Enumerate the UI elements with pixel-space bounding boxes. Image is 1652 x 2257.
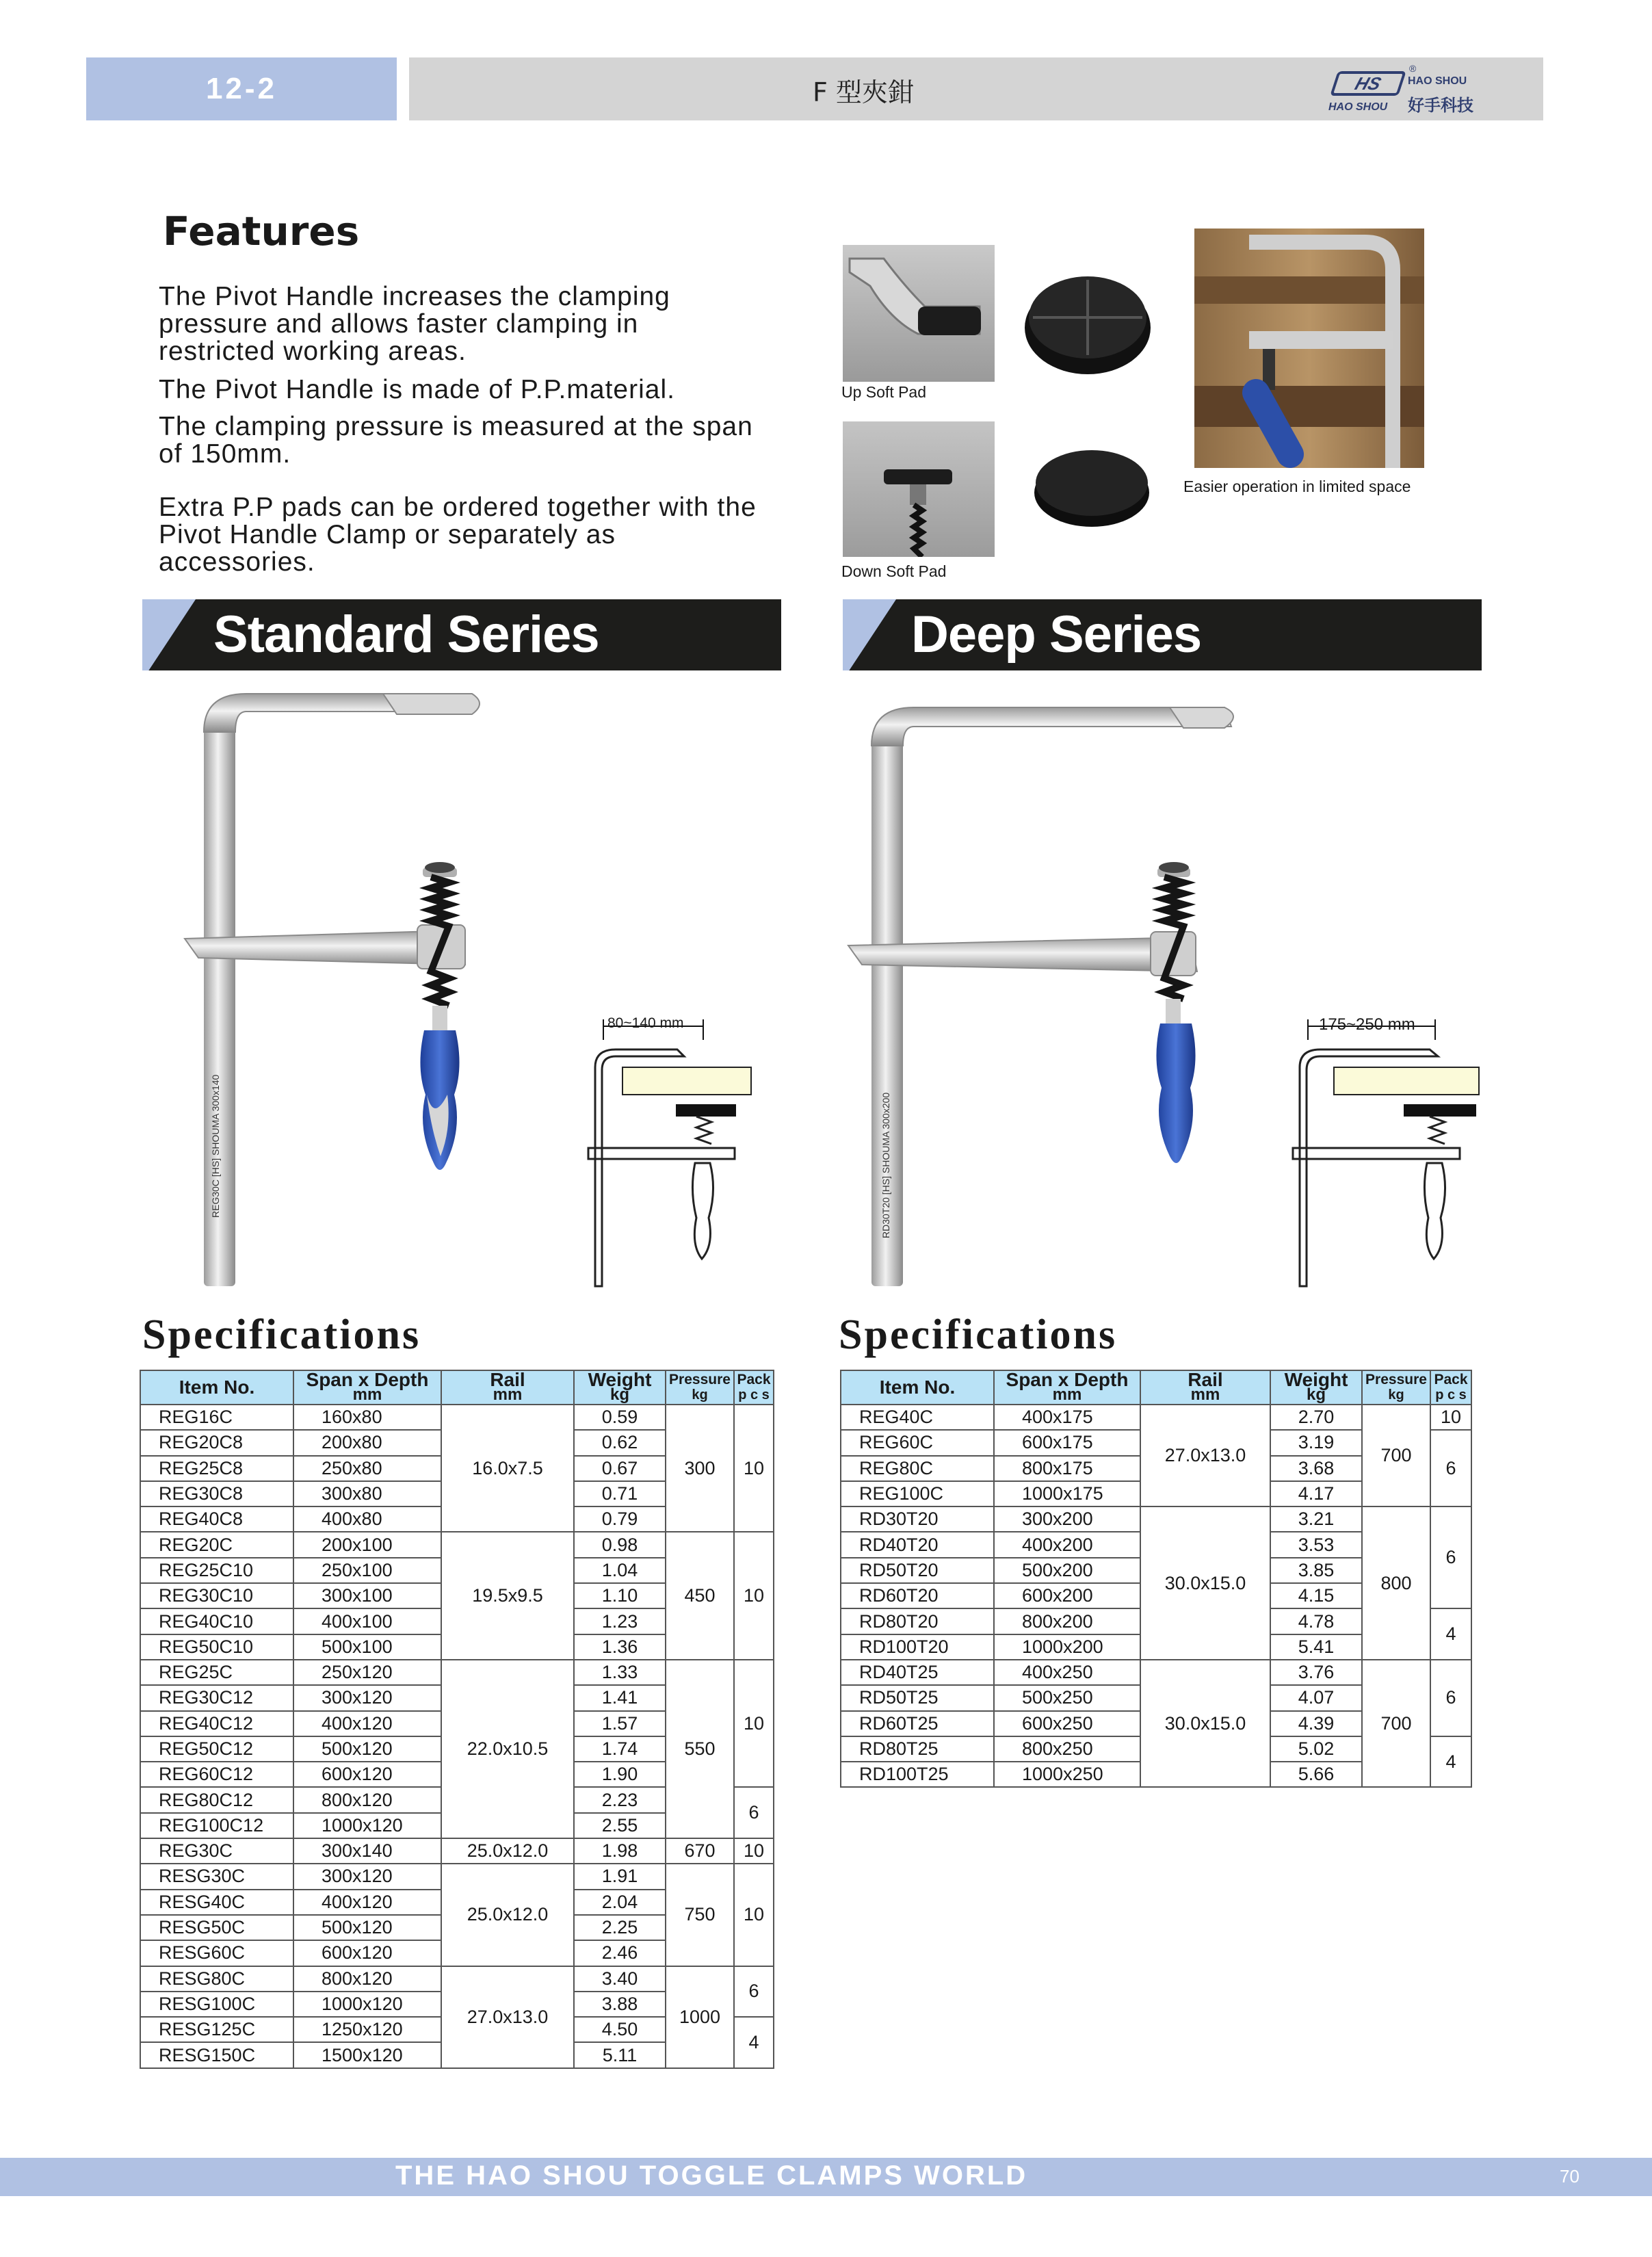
span-depth-cell: 250x100 [293,1558,441,1583]
weight-cell: 2.55 [574,1813,666,1838]
deep-spec-title: Specifications [839,1312,1118,1358]
table-row [140,1864,774,1889]
span-depth-cell: 800x250 [994,1736,1140,1762]
rail-cell: 27.0x13.0 [1140,1405,1270,1506]
span-depth-cell: 800x175 [994,1456,1140,1481]
pack-cell: 10 [734,1660,774,1787]
pressure-cell: 700 [1362,1405,1430,1506]
pressure-cell: 550 [666,1660,734,1838]
span-depth-cell: 400x80 [293,1506,441,1532]
column-header-pressure [1362,1370,1430,1405]
item-no-cell: REG60C [841,1430,994,1455]
feature-text-2: The Pivot Handle is made of P.P.material. [159,375,675,404]
pack-cell: 10 [1430,1405,1471,1430]
column-header-label: Pack [737,1372,771,1387]
pack-cell: 4 [734,2017,774,2068]
span-depth-cell: 400x100 [293,1608,441,1634]
item-no-cell: REG40C [841,1405,994,1430]
weight-cell: 4.78 [1270,1608,1362,1634]
weight-cell: 2.04 [574,1890,666,1915]
weight-cell: 4.39 [1270,1711,1362,1736]
feature-text-3: The clamping pressure is measured at the span of 150mm. [159,412,753,469]
column-header-pack [734,1370,774,1405]
weight-cell: 0.71 [574,1481,666,1506]
rail-marking: REG30C [HS] SHOUMA 300x140 [210,1074,221,1218]
weight-cell: 1.23 [574,1608,666,1634]
item-no-cell: REG30C8 [140,1481,293,1506]
weight-cell: 3.19 [1270,1430,1362,1455]
item-no-cell: RD80T25 [841,1736,994,1762]
span-depth-cell: 1000x120 [293,1813,441,1838]
column-header-label: Rail [490,1369,525,1390]
table-row [140,1532,774,1557]
item-no-cell: REG100C12 [140,1813,293,1838]
banner-accent [142,599,196,670]
weight-cell: 0.98 [574,1532,666,1557]
column-header-unit: mm [352,1385,382,1404]
item-no-cell: RD50T20 [841,1558,994,1583]
weight-cell: 2.23 [574,1787,666,1812]
weight-cell: 1.36 [574,1634,666,1660]
item-no-cell: RESG50C [140,1915,293,1940]
item-no-cell: RD80T20 [841,1608,994,1634]
weight-cell: 3.88 [574,1992,666,2017]
table-header-row [140,1370,774,1405]
column-header-unit: p c s [738,1387,770,1403]
table-row [140,1966,774,1992]
column-header-unit: mm [493,1385,523,1404]
column-header-label: Weight [1284,1369,1348,1390]
weight-cell: 3.85 [1270,1558,1362,1583]
round-pad-photo [1030,435,1153,531]
pack-cell: 6 [1430,1430,1471,1506]
column-header-unit: kg [609,1385,629,1404]
span-depth-cell: 500x100 [293,1634,441,1660]
span-depth-cell: 1000x250 [994,1762,1140,1787]
span-depth-cell: 1500x120 [293,2042,441,2067]
standard-dimension-diagram [588,1019,751,1286]
weight-cell: 2.46 [574,1940,666,1966]
item-no-cell: REG100C [841,1481,994,1506]
span-depth-cell: 400x120 [293,1711,441,1736]
column-header-rail [441,1370,574,1405]
item-no-cell: REG16C [140,1405,293,1430]
item-no-cell: RD60T20 [841,1583,994,1608]
deep-series-banner [843,599,1482,670]
weight-cell: 0.59 [574,1405,666,1430]
item-no-cell: REG30C [140,1838,293,1864]
weight-cell: 0.67 [574,1456,666,1481]
span-depth-cell: 600x200 [994,1583,1140,1608]
span-depth-cell: 300x100 [293,1583,441,1608]
down-soft-pad-photo [843,421,995,557]
weight-cell: 3.40 [574,1966,666,1992]
deep-dimension-diagram [1293,1019,1479,1286]
item-no-cell: REG40C12 [140,1711,293,1736]
item-no-cell: RESG40C [140,1890,293,1915]
span-depth-cell: 500x120 [293,1915,441,1940]
standard-spec-title: Specifications [142,1312,421,1358]
weight-cell: 1.57 [574,1711,666,1736]
rail-cell: 16.0x7.5 [441,1405,574,1532]
logo-badge: HS [1330,71,1406,96]
column-header-label: Weight [588,1369,652,1390]
item-no-cell: REG80C [841,1456,994,1481]
weight-cell: 4.17 [1270,1481,1362,1506]
table-header-row [841,1370,1471,1405]
item-no-cell: REG20C [140,1532,293,1557]
span-depth-cell: 400x200 [994,1532,1140,1557]
weight-cell: 0.62 [574,1430,666,1455]
table-row [140,1838,774,1864]
span-depth-cell: 500x250 [994,1685,1140,1710]
span-depth-cell: 400x250 [994,1660,1140,1685]
table-row [841,1660,1471,1685]
column-header-unit: mm [1190,1385,1220,1404]
pressure-cell: 750 [666,1864,734,1966]
weight-cell: 4.50 [574,2017,666,2042]
span-depth-cell: 250x80 [293,1456,441,1481]
weight-cell: 1.33 [574,1660,666,1685]
span-depth-cell: 600x175 [994,1430,1140,1455]
column-header-weight [574,1370,666,1405]
weight-cell: 5.66 [1270,1762,1362,1787]
features-title: Features [163,208,360,255]
column-header-label: Rail [1188,1369,1223,1390]
item-no-cell: REG25C [140,1660,293,1685]
column-header-label: Pressure [1365,1372,1427,1387]
span-depth-cell: 200x80 [293,1430,441,1455]
pack-cell: 6 [1430,1506,1471,1608]
pack-cell: 4 [1430,1736,1471,1788]
column-header-unit: p c s [1435,1387,1467,1403]
column-header-label: Pack [1434,1372,1468,1387]
rail-cell: 27.0x13.0 [441,1966,574,2068]
column-header-span-depth [994,1370,1140,1405]
weight-cell: 4.07 [1270,1685,1362,1710]
weight-cell: 1.91 [574,1864,666,1889]
item-no-cell: RD60T25 [841,1711,994,1736]
weight-cell: 1.04 [574,1558,666,1583]
span-depth-cell: 300x80 [293,1481,441,1506]
item-no-cell: RESG100C [140,1992,293,2017]
weight-cell: 1.90 [574,1762,666,1787]
column-header-item-no [841,1370,994,1405]
logo-name-top: HAO SHOU [1408,75,1467,87]
deep-series-title: Deep Series [911,605,1202,664]
rail-cell: 30.0x15.0 [1140,1506,1270,1660]
span-depth-cell: 400x175 [994,1405,1140,1430]
table-row [841,1506,1471,1532]
deep-dimension-label: 175~250 mm [1319,1015,1415,1034]
column-header-unit: kg [692,1387,708,1403]
item-no-cell: REG50C12 [140,1736,293,1762]
pack-cell: 6 [1430,1660,1471,1736]
column-header-pressure [666,1370,734,1405]
weight-cell: 2.70 [1270,1405,1362,1430]
weight-cell: 0.79 [574,1506,666,1532]
item-no-cell: REG30C10 [140,1583,293,1608]
span-depth-cell: 500x120 [293,1736,441,1762]
item-no-cell: REG60C12 [140,1762,293,1787]
feature-text-1: The Pivot Handle increases the clamping pressure and allows faster clamping in restricted working areas. [159,282,670,366]
item-no-cell: REG50C10 [140,1634,293,1660]
pack-cell: 10 [734,1532,774,1659]
table-row [140,1660,774,1685]
column-header-item-no [140,1370,293,1405]
rail-marking: RD30T20 [HS] SHOUMA 300x200 [880,1092,891,1238]
span-depth-cell: 1000x120 [293,1992,441,2017]
span-depth-cell: 600x250 [994,1711,1140,1736]
item-no-cell: RD40T25 [841,1660,994,1685]
column-header-weight [1270,1370,1362,1405]
table-row [140,1405,774,1430]
span-depth-cell: 300x120 [293,1864,441,1889]
span-depth-cell: 300x200 [994,1506,1140,1532]
feature-text-4: Extra P.P pads can be ordered together with the Pivot Handle Clamp or separately as accessories. [159,493,757,577]
pressure-cell: 300 [666,1405,734,1532]
pressure-cell: 670 [666,1838,734,1864]
pack-cell: 10 [734,1864,774,1966]
span-depth-cell: 200x100 [293,1532,441,1557]
page-title: F 型夾鉗 [813,77,914,107]
span-depth-cell: 1250x120 [293,2017,441,2042]
item-no-cell: REG40C8 [140,1506,293,1532]
deep-clamp-illustration [841,691,1498,1293]
weight-cell: 5.41 [1270,1634,1362,1660]
caption-down-soft-pad: Down Soft Pad [841,562,947,580]
weight-cell: 3.76 [1270,1660,1362,1685]
standard-spec-table [140,1370,774,2069]
pressure-cell: 800 [1362,1506,1430,1660]
column-header-unit: kg [1388,1387,1404,1403]
span-depth-cell: 800x120 [293,1966,441,1992]
banner-accent [843,599,896,670]
rail-cell: 22.0x10.5 [441,1660,574,1838]
weight-cell: 2.25 [574,1915,666,1940]
span-depth-cell: 250x120 [293,1660,441,1685]
weight-cell: 1.98 [574,1838,666,1864]
pack-cell: 10 [734,1838,774,1864]
weight-cell: 1.74 [574,1736,666,1762]
item-no-cell: RESG80C [140,1966,293,1992]
item-no-cell: RD50T25 [841,1685,994,1710]
weight-cell: 5.11 [574,2042,666,2067]
item-no-cell: RD100T25 [841,1762,994,1787]
pack-cell: 10 [734,1405,774,1532]
span-depth-cell: 1000x175 [994,1481,1140,1506]
logo-name-bottom: HAO SHOU [1328,101,1388,113]
weight-cell: 1.10 [574,1583,666,1608]
weight-cell: 1.41 [574,1685,666,1710]
item-no-cell: REG80C12 [140,1787,293,1812]
column-header-rail [1140,1370,1270,1405]
column-header-label: Span x Depth [1006,1369,1129,1390]
item-no-cell: RD40T20 [841,1532,994,1557]
span-depth-cell: 600x120 [293,1940,441,1966]
item-no-cell: RESG125C [140,2017,293,2042]
rail-cell: 25.0x12.0 [441,1864,574,1966]
oval-pad-photo [1019,263,1156,379]
span-depth-cell: 300x120 [293,1685,441,1710]
item-no-cell: REG20C8 [140,1430,293,1455]
item-no-cell: REG30C12 [140,1685,293,1710]
section-number: 12-2 [86,57,397,120]
span-depth-cell: 600x120 [293,1762,441,1787]
standard-clamp-illustration [171,684,773,1300]
standard-series-banner [142,599,781,670]
item-no-cell: REG25C10 [140,1558,293,1583]
standard-series-title: Standard Series [213,605,599,664]
rail-cell: 19.5x9.5 [441,1532,574,1659]
column-header-pack [1430,1370,1471,1405]
weight-cell: 3.68 [1270,1456,1362,1481]
weight-cell: 5.02 [1270,1736,1362,1762]
column-header-unit: kg [1306,1385,1326,1404]
footer-text: THE HAO SHOU TOGGLE CLAMPS WORLD [395,2161,1028,2191]
item-no-cell: RD30T20 [841,1506,994,1532]
column-header-label: Item No. [879,1377,956,1398]
pressure-cell: 1000 [666,1966,734,2068]
span-depth-cell: 500x200 [994,1558,1140,1583]
weight-cell: 4.15 [1270,1583,1362,1608]
pack-cell: 4 [1430,1608,1471,1660]
caption-up-soft-pad: Up Soft Pad [841,383,927,401]
column-header-span-depth [293,1370,441,1405]
pressure-cell: 450 [666,1532,734,1659]
item-no-cell: REG25C8 [140,1456,293,1481]
caption-easier-operation: Easier operation in limited space [1183,478,1411,495]
span-depth-cell: 800x200 [994,1608,1140,1634]
item-no-cell: RESG150C [140,2042,293,2067]
item-no-cell: RESG30C [140,1864,293,1889]
rail-cell: 30.0x15.0 [1140,1660,1270,1787]
table-row [841,1405,1471,1430]
span-depth-cell: 400x120 [293,1890,441,1915]
brand-logo [1328,63,1479,118]
item-no-cell: REG40C10 [140,1608,293,1634]
pack-cell: 6 [734,1966,774,2018]
registered-mark: ® [1409,63,1417,74]
weight-cell: 3.53 [1270,1532,1362,1557]
logo-name-cn: 好手科技 [1408,96,1473,115]
weight-cell: 3.21 [1270,1506,1362,1532]
span-depth-cell: 300x140 [293,1838,441,1864]
rail-cell: 25.0x12.0 [441,1838,574,1864]
column-header-label: Pressure [669,1372,731,1387]
span-depth-cell: 1000x200 [994,1634,1140,1660]
up-soft-pad-photo [843,245,995,382]
page-number: 70 [1560,2166,1579,2187]
standard-dimension-label: 80~140 mm [607,1015,684,1031]
span-depth-cell: 800x120 [293,1787,441,1812]
item-no-cell: RESG60C [140,1940,293,1966]
limited-space-photo [1194,229,1424,468]
item-no-cell: RD100T20 [841,1634,994,1660]
span-depth-cell: 160x80 [293,1405,441,1430]
column-header-unit: mm [1052,1385,1082,1404]
column-header-label: Item No. [179,1377,255,1398]
pack-cell: 6 [734,1787,774,1838]
column-header-label: Span x Depth [306,1369,429,1390]
pressure-cell: 700 [1362,1660,1430,1787]
deep-spec-table [840,1370,1472,1788]
